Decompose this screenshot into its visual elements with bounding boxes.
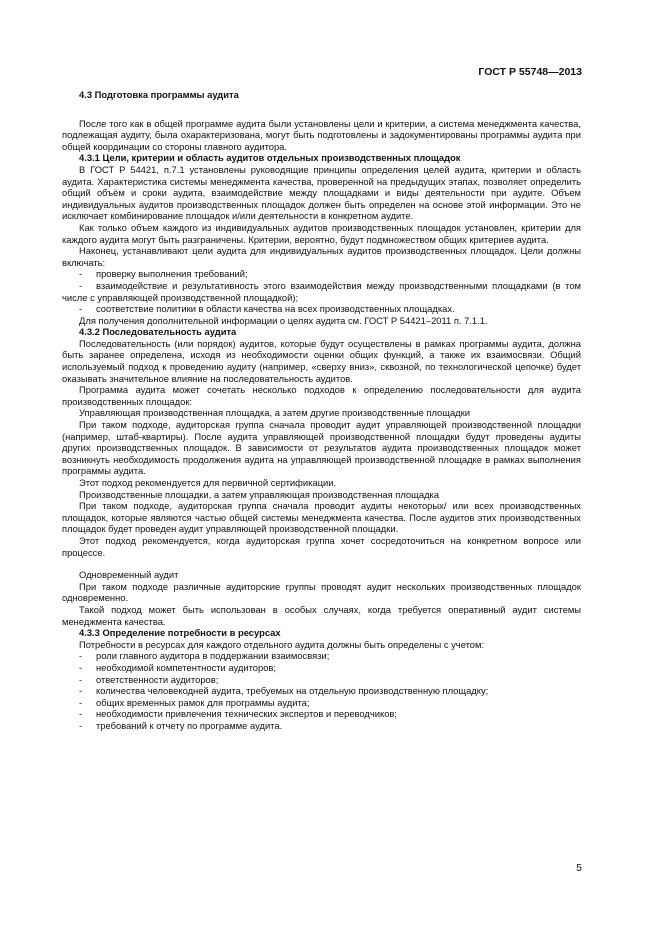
list-item: - требований к отчету по программе аудита. xyxy=(79,719,283,731)
paragraph: После того как в общей программе аудита были установлены цели и критерии, а система менеджмента качества, подлежащая аудиту, была охарактеризована, могут быть подготовлены и задокументированы программы аудита при общей координации со стороны главного аудитора. xyxy=(62,117,581,152)
section-title-4-3-3: 4.3.3 Определение потребности в ресурсах xyxy=(79,627,281,639)
paragraph: Как только объем каждого из индивидуальных аудитов производственных площадок установлен, критерии для каждого аудита могут быть разграничены. Критерии, вероятно, будут подмножеством общих критериев аудита. xyxy=(62,221,581,245)
paragraph: В ГОСТ Р 54421, п.7.1 установлены руководящие принципы определения целей аудита, критерии и область аудита. Характеристика системы менеджмента качества, проверенной на предыдущих этапах, позволяет определить общий объём и сроки аудита, взаимодействие между площадками и виды деятельности при аудите. Объем индивидуальных аудитов производственных площадок должен быть определен на основе этой информации. Это не исключает комбинирование площадок и/или деятельности в конкретном аудите. xyxy=(62,163,581,222)
list-item: - необходимости привлечения технических экспертов и переводчиков; xyxy=(79,708,398,720)
document-body xyxy=(62,89,581,731)
paragraph: Этот подход рекомендуется, когда аудиторская группа хочет сосредоточиться на конкретном вопросе или процессе. xyxy=(62,534,581,558)
paragraph: Этот подход рекомендуется для первичной сертификации. xyxy=(79,477,337,488)
paragraph: Такой подход может быть использован в особых случаях, когда требуется оперативный аудит системы менеджмента качества. xyxy=(62,603,581,627)
subheading: Одновременный аудит xyxy=(79,569,179,581)
list-item: - общих временных рамок для программы аудита; xyxy=(79,696,310,708)
paragraph: Последовательность (или порядок) аудитов, которые будут осуществлены в рамках программы аудита, должна быть заранее определена, исходя из необходимости оценки общих функций, а также их взаимосвязи. Общий используемый подход к проведению аудиту (например, «сверху вниз», сквозной, по технологической цепочке) будет оказывать значительное влияние на последовательность аудитов. xyxy=(62,337,581,384)
paragraph: Потребности в ресурсах для каждого отдельного аудита должны быть определены с учетом: xyxy=(79,638,485,650)
list-item: - необходимой компетентности аудиторов; xyxy=(79,661,276,673)
section-title-4-3-2: 4.3.2 Последовательность аудита xyxy=(79,326,237,338)
list-item: - соответствие политики в области качества на всех производственных площадках. xyxy=(79,303,455,315)
paragraph: Наконец, устанавливают цели аудита для индивидуальных аудитов производственных площадок. Цели должны включать: xyxy=(62,245,581,268)
paragraph: При таком подходе различные аудиторские группы проводят аудит нескольких производственных площадок одновременно. xyxy=(62,580,581,604)
paragraph: Программа аудита может сочетать несколько подходов к определению последовательности для аудита производственных площадок: xyxy=(62,384,581,407)
paragraph: Для получения дополнительной информации о целях аудита см. ГОСТ Р 54421–2011 п. 7.1.1. xyxy=(79,314,488,326)
paragraph: При таком подходе, аудиторская группа сначала проводит аудиты некоторых/ или всех производственных площадок, которые являются частью общей системы менеджмента качества. После аудитов этих производственных площадок будет проведен аудит управляющей производственной площадки. xyxy=(62,500,581,535)
paragraph: При таком подходе, аудиторская группа сначала проводит аудит управляющей производственной площадки (например, штаб-квартиры). После аудита управляющей производственной площадки будут проведены аудиты других производственных площадок. В зависимости от результатов аудита производственных площадок может возникнуть необходимость продолжения аудита на управляющей производственной площадке в рамках выполнения программы аудита. xyxy=(62,419,581,477)
list-item: - ответственности аудиторов; xyxy=(79,673,219,685)
list-item: - роли главного аудитора в поддержании взаимосвязи; xyxy=(79,650,330,662)
page-number: 5 xyxy=(576,862,582,874)
subheading: Производственные площадки, а затем управляющая производственная площадка xyxy=(79,488,440,500)
subheading: Управляющая производственная площадка, а затем другие производственные площадки xyxy=(79,407,470,419)
list-item: - взаимодействие и результативность этого взаимодействия между производственными площадками (в том числе с управляющей производственной площадкой); xyxy=(62,279,581,303)
list-item: - проверку выполнения требований; xyxy=(79,268,248,280)
section-title-4-3: 4.3 Подготовка программы аудита xyxy=(79,89,239,100)
section-title-4-3-1: 4.3.1 Цели, критерии и область аудитов отдельных производственных площадок xyxy=(79,152,461,164)
list-item: - количества человекодней аудита, требуемых на отдельную производственную площадку; xyxy=(79,685,489,697)
page-header: ГОСТ Р 55748—2013 xyxy=(478,66,582,78)
